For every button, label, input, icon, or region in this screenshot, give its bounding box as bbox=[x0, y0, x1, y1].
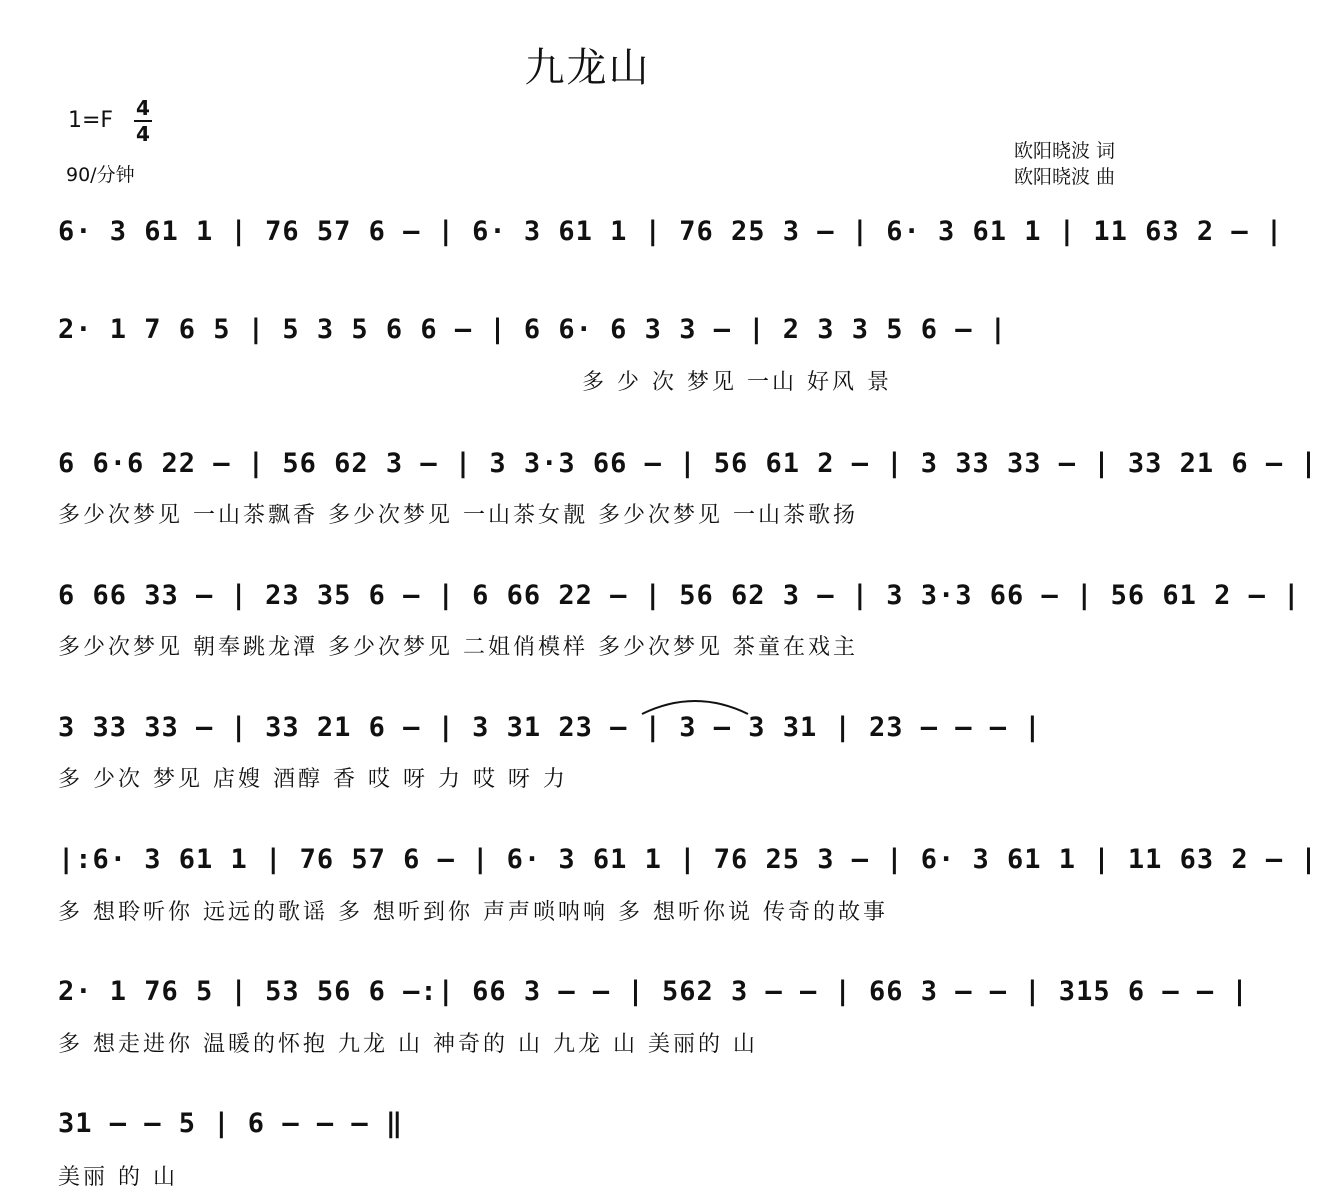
notation-line-1: 6· 3 61 1 | 76 57 6 – | 6· 3 61 1 | 76 25 3 – | 6· 3 61 1 | 11 63 2 – | bbox=[58, 216, 1284, 247]
lyric-line-3: 多少次梦见 一山茶飘香 多少次梦见 一山茶女靓 多少次梦见 一山茶歌扬 bbox=[58, 503, 858, 528]
lyricist-credit: 欧阳晓波 词 bbox=[1013, 140, 1115, 162]
notation-line-3: 6 6·6 22 – | 56 62 3 – | 3 3·3 66 – | 56 61 2 – | 3 33 33 – | 33 21 6 – | bbox=[58, 448, 1318, 479]
notation-line-8: 31 – – 5 | 6 – – – ‖ bbox=[58, 1108, 404, 1139]
notation-line-4: 6 66 33 – | 23 35 6 – | 6 66 22 – | 56 62 3 – | 3 3·3 66 – | 56 61 2 – | bbox=[58, 580, 1301, 611]
lyric-line-2: 多 少 次 梦见 一山 好风 景 bbox=[582, 370, 892, 395]
notation-line-7: 2· 1 76 5 | 53 56 6 –:| 66 3 – – | 562 3 – – | 66 3 – – | 315 6 – – | bbox=[58, 976, 1249, 1007]
lyric-line-8: 美丽 的 山 bbox=[58, 1165, 178, 1190]
tempo-marking: 90/分钟 bbox=[66, 164, 135, 186]
lyric-line-7: 多 想走进你 温暖的怀抱 九龙 山 神奇的 山 九龙 山 美丽的 山 bbox=[58, 1032, 758, 1057]
composer-credit: 欧阳晓波 曲 bbox=[1013, 166, 1115, 188]
time-signature bbox=[134, 96, 152, 146]
song-title: 九龙山 bbox=[524, 45, 651, 91]
notation-line-6: |:6· 3 61 1 | 76 57 6 – | 6· 3 61 1 | 76 25 3 – | 6· 3 61 1 | 11 63 2 – | bbox=[58, 844, 1318, 875]
lyric-line-4: 多少次梦见 朝奉跳龙潭 多少次梦见 二姐俏模样 多少次梦见 茶童在戏主 bbox=[58, 635, 858, 660]
lyric-line-5: 多 少次 梦见 店嫂 酒醇 香 哎 呀 力 哎 呀 力 bbox=[58, 767, 568, 792]
key-signature: 1=F bbox=[68, 108, 114, 133]
notation-line-5: 3 33 33 – | 33 21 6 – | 3 31 23 – | 3 – 3 31 | 23 – – – | bbox=[58, 712, 1042, 743]
lyric-line-6: 多 想聆听你 远远的歌谣 多 想听到你 声声唢呐响 多 想听你说 传奇的故事 bbox=[58, 900, 888, 925]
time-signature-top: 4 bbox=[136, 96, 150, 120]
notation-line-2: 2· 1 7 6 5 | 5 3 5 6 6 – | 6 6· 6 3 3 – | 2 3 3 5 6 – | bbox=[58, 314, 1008, 345]
time-signature-bottom: 4 bbox=[136, 122, 150, 146]
